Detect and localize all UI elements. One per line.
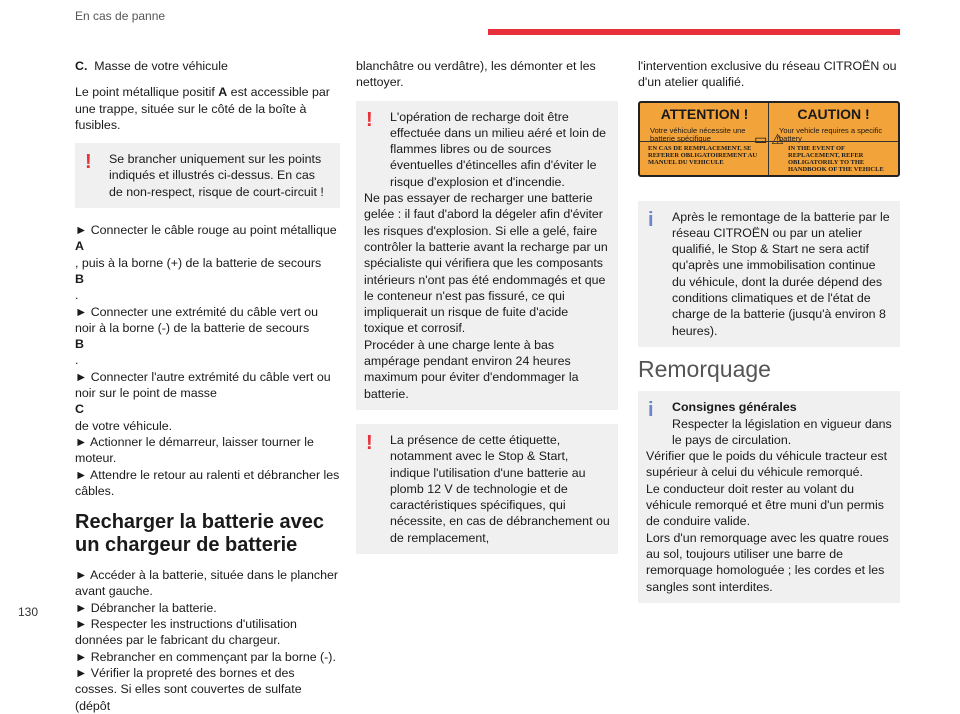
column-2: [356, 58, 618, 568]
warning-box-recharge: ! L'opération de recharge doit être effectuée dans un milieu aéré et loin de flammes libres ou de sources éventuelles d'étincelles afin d'éviter le risque d'explosion et d'incendie. Ne pas essayer de recharger une batterie gelée : il faut d'abord la dégeler afin d'éviter les risques d'explosion. Si elle a gelé, faire contrôler la batterie avant la recharge par un spécialiste qui vérifiera que les composants intérieurs n'ont pas été endommagés et que le conteneur n'est pas fissuré, ce qui impliquerait un risque de fuite d'acide toxique et corrosif. Procéder à une charge lente à bas ampérage pendant environ 24 heures maximum pour éviter d'endommager la batterie.: [356, 101, 618, 410]
info-icon: i: [648, 208, 654, 231]
label-en-sub: Your vehicle requires a specific battery: [779, 125, 883, 144]
point-c-caption: C. Masse de votre véhicule: [75, 59, 228, 73]
warning-exclamation-icon: !: [366, 431, 373, 454]
warning-box-short-circuit: ! Se brancher uniquement sur les points indiqués et illustrés ci-dessus. En cas de non-respect, risque de court-circuit !: [75, 143, 340, 208]
battery-warning-label: [638, 101, 900, 177]
step: ► Respecter les instructions d'utilisation données par le fabricant du chargeur.: [75, 617, 297, 648]
info-icon: i: [648, 399, 654, 422]
step: ► Rebrancher en commençant par la borne (-).: [75, 649, 336, 664]
continuation-text: blanchâtre ou verdâtre), les démonter et les nettoyer.: [356, 59, 596, 90]
warning-box-label: ! La présence de cette étiquette, notamment avec le Stop & Start, indique l'utilisation d'une batterie au plomb 12 V de technologie et de caractéristiques spécifiques, qui nécessite, en cas de débranchement ou de remplacement,: [356, 424, 618, 554]
step: ► Connecter l'autre extrémité du câble vert ou noir sur le point de masse C de votre véhicule.: [75, 369, 331, 433]
header-accent-bar: [488, 29, 900, 35]
continuation-text: l'intervention exclusive du réseau CITROËN ou d'un atelier qualifié.: [638, 59, 897, 90]
label-en-bottom: IN THE EVENT OF REPLACEMENT, REFER OBLIGATORILY TO THE HANDBOOK OF THE VEHICLE: [788, 144, 884, 173]
label-caution: CAUTION !: [797, 105, 870, 122]
charger-steps: [75, 567, 340, 714]
battery-icon: ▭ ⚠: [754, 130, 784, 147]
step: ► Attendre le retour au ralenti et débrancher les câbles.: [75, 467, 340, 498]
step: ► Actionner le démarreur, laisser tourner le moteur.: [75, 434, 314, 466]
info-box-general-instructions: i Consignes générales Respecter la législation en vigueur dans le pays de circulation. Vérifier que le poids du véhicule tracteur est supérieur à celui du véhicule remorqué. Le conducteur doit rester au volant du véhicule remorqué et être muni d'un permis de conduire valide. Lors d'un remorquage avec les quatre roues au sol, toujours utiliser une barre de remorquage homologuée ; les cordes et les sangles sont interdites.: [638, 391, 900, 603]
label-fr-bottom: EN CAS DE REMPLACEMENT, SE REFERER OBLIGATOIREMENT AU MANUEL DU VEHICULE: [648, 144, 758, 166]
section-title: En cas de panne: [75, 9, 166, 23]
label-attention: ATTENTION !: [660, 105, 749, 122]
jump-start-steps: [75, 222, 340, 499]
step: ► Accéder à la batterie, située dans le plancher avant gauche.: [75, 568, 338, 599]
column-3: [638, 58, 900, 617]
info-box-stop-start: i Après le remontage de la batterie par le réseau CITROËN ou par un atelier qualifié, le Stop & Start ne sera actif qu'après une immobilisation continue du véhicule, dont la durée dépend des conditions climatiques et de l'état de charge de la batterie (jusqu'à environ 8 heures).: [638, 201, 900, 347]
page-number: 130: [18, 605, 39, 619]
heading-battery-charger: Recharger la batterie avec un chargeur de batterie: [75, 511, 325, 557]
heading-remorquage: Remorquage: [638, 355, 771, 382]
step: ► Connecter le câble rouge au point métallique A , puis à la borne (+) de la batterie de secours B .: [75, 223, 337, 303]
column-1: [75, 58, 340, 714]
positive-point-paragraph: Le point métallique positif A est accessible par une trappe, située sur le côté de la boîte à fusibles.: [75, 85, 330, 132]
step: ► Connecter une extrémité du câble vert ou noir à la borne (-) de la batterie de secours B .: [75, 304, 318, 368]
step: ► Vérifier la propreté des bornes et des cosses. Si elles sont couvertes de sulfate (dépôt: [75, 665, 302, 713]
step: ► Débrancher la batterie.: [75, 600, 217, 615]
label-fr-sub: Votre véhicule nécessite une batterie spécifique: [650, 125, 746, 144]
warning-exclamation-icon: !: [366, 108, 373, 131]
warning-exclamation-icon: !: [85, 151, 92, 174]
